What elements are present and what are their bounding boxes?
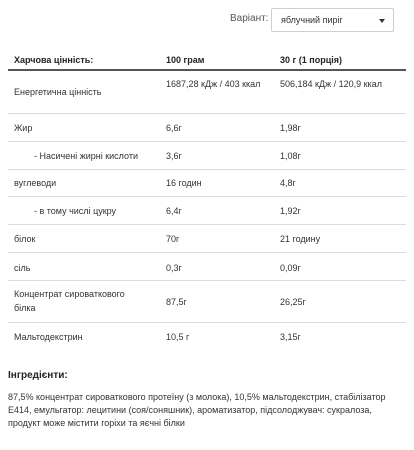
row-name: Енергетична цінність [14, 87, 102, 97]
row-per-100g: 0,3г [166, 263, 182, 273]
row-name: Мальтодекстрин [14, 332, 83, 342]
row-per-100g: 6,4г [166, 206, 182, 216]
ingredients-text: 87,5% концентрат сироваткового протеїну (з молока), 10,5% мальтодекстрин, стабілізатор Е414, емульгатор: лецитини (соя/соняшник), ароматизатор, підсолоджувач: сукралоза, продукт може містити горіхи та яєчні білки [8, 392, 386, 428]
chevron-down-icon [379, 19, 385, 23]
row-name: Концентрат сироваткового білка [14, 289, 125, 313]
row-per-serving: 1,92г [280, 206, 301, 216]
row-per-100g: 10,5 г [166, 332, 190, 342]
table-row [8, 169, 406, 196]
row-per-serving: 1,08г [280, 151, 301, 161]
row-per-100g: 1687,28 кДж / 403 ккал [166, 79, 261, 89]
table-row [8, 113, 406, 141]
header-per-serving: 30 г (1 порція) [280, 55, 342, 65]
ingredients-title: Інгредієнти: [8, 370, 68, 381]
row-per-100g: 16 годин [166, 178, 202, 188]
table-row [8, 71, 406, 113]
table-row [8, 196, 406, 224]
header-per-100g: 100 грам [166, 55, 205, 65]
row-name: Жир [14, 123, 33, 133]
row-per-serving: 1,98г [280, 123, 301, 133]
nutrition-table [8, 44, 406, 350]
row-per-serving: 3,15г [280, 332, 301, 342]
row-per-100g: 70г [166, 234, 180, 244]
row-per-100g: 6,6г [166, 123, 182, 133]
row-per-serving: 21 годину [280, 234, 321, 244]
row-name: вуглеводи [14, 178, 57, 188]
variant-label: Варіант: [230, 13, 269, 24]
table-row [8, 322, 406, 350]
row-name: білок [14, 234, 36, 244]
row-per-serving: 0,09г [280, 263, 301, 273]
row-per-100g: 87,5г [166, 297, 187, 307]
table-row [8, 141, 406, 169]
table-row [8, 280, 406, 322]
row-per-serving: 4,8г [280, 178, 296, 188]
row-name: - Насичені жирні кислоти [34, 151, 138, 161]
table-row [8, 252, 406, 280]
row-per-serving: 506,184 кДж / 120,9 ккал [280, 79, 382, 89]
header-nutrition: Харчова цінність: [14, 55, 94, 65]
variant-selected-value: яблучний пиріг [281, 15, 343, 25]
row-name: - в тому числі цукру [34, 206, 117, 216]
row-per-100g: 3,6г [166, 151, 182, 161]
variant-select[interactable] [271, 8, 394, 32]
row-name: сіль [14, 263, 31, 273]
table-row [8, 224, 406, 252]
variant-row [0, 8, 414, 32]
nutrition-table-header [8, 44, 406, 71]
row-per-serving: 26,25г [280, 297, 306, 307]
